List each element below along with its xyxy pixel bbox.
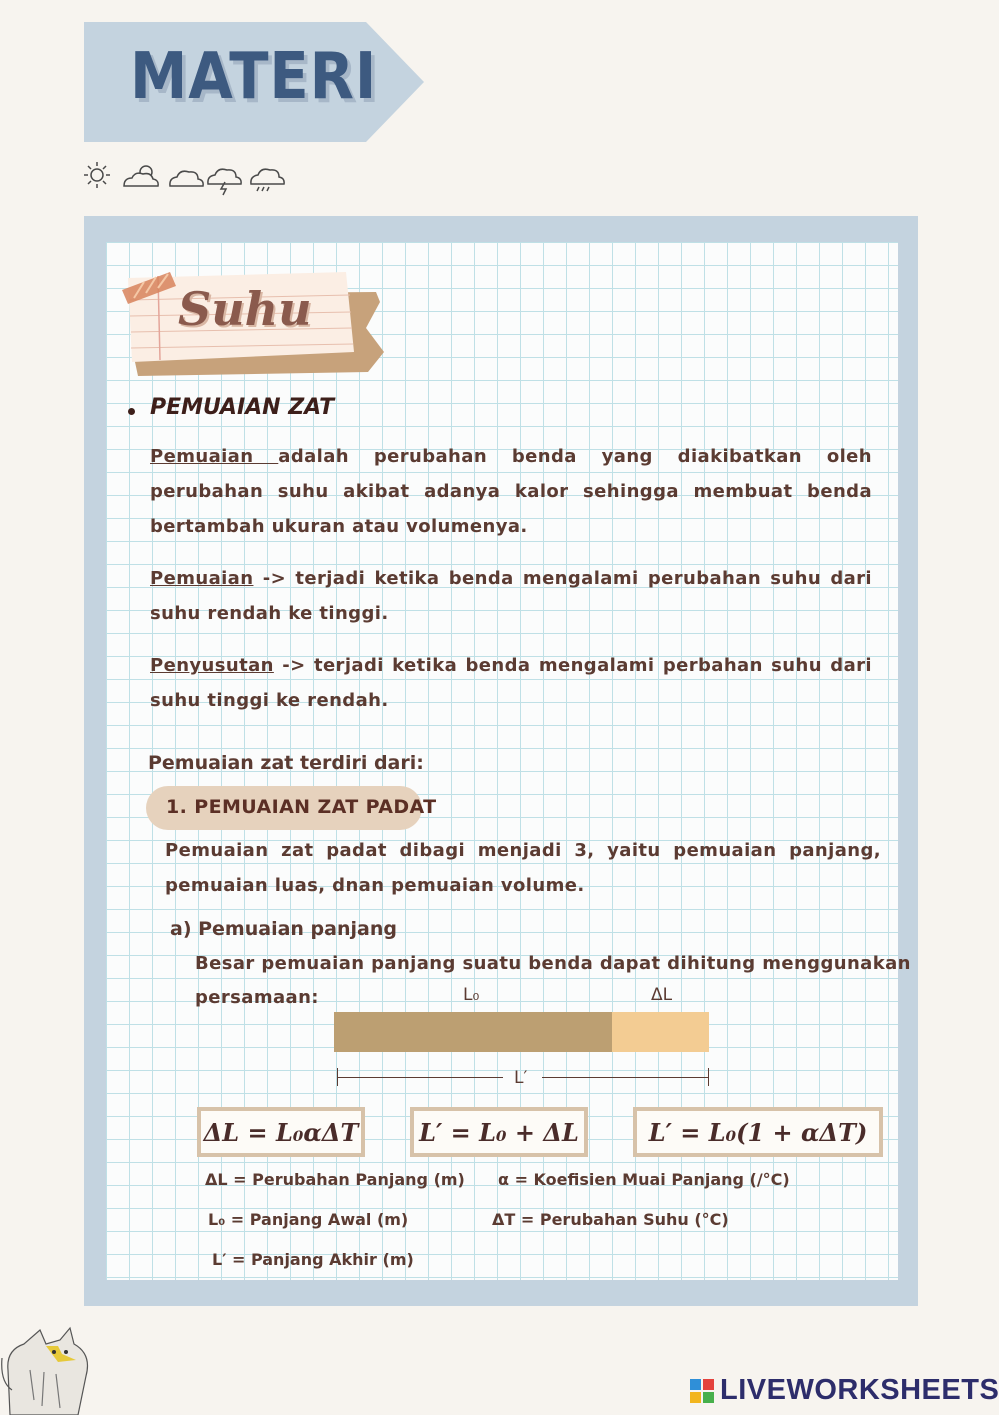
cat-illustration	[0, 1310, 110, 1415]
page-title: MATERI	[130, 40, 378, 114]
intro-text: Pemuaian zat terdiri dari:	[148, 752, 424, 774]
subsection-text: Pemuaian zat padat dibagi menjadi 3, yaitu pemuaian panjang, pemuaian luas, dnan pemuaian volume.	[165, 840, 881, 896]
rain-cloud-icon	[251, 169, 284, 191]
section-heading: PEMUAIAN ZAT	[150, 395, 335, 420]
weather-icons	[84, 160, 304, 196]
dim-line-left	[337, 1077, 503, 1078]
paragraph-pemuaian: Pemuaian -> terjadi ketika benda mengalami perubahan suhu dari suhu rendah ke tinggi.	[150, 568, 872, 624]
cloud-icon	[170, 171, 203, 186]
sub-a-text-1: Besar pemuaian panjang suatu benda dapat dihitung menggunakan	[195, 953, 911, 974]
liveworksheets-logo-icon	[690, 1379, 714, 1403]
legend-l-prime: L′ = Panjang Akhir (m)	[212, 1250, 414, 1269]
legend-delta-t: ΔT = Perubahan Suhu (°C)	[492, 1210, 729, 1229]
subsection-title: 1. PEMUAIAN ZAT PADAT	[166, 796, 437, 818]
legend-alpha: α = Koefisien Muai Panjang (/°C)	[498, 1170, 790, 1189]
sub-a-text-2: persamaan:	[195, 987, 319, 1008]
rod-original	[334, 1012, 612, 1052]
dim-tick-right	[708, 1068, 709, 1086]
formula-delta-l: ΔL = L₀αΔT	[197, 1107, 365, 1157]
sun-cloud-icon	[124, 166, 158, 186]
paragraph-penyusutan: Penyusutan -> terjadi ketika benda mengalami perbahan suhu dari suhu tinggi ke rendah.	[150, 655, 872, 711]
l0-label: L₀	[463, 985, 480, 1005]
term-pemuaian-2: Pemuaian	[150, 568, 254, 589]
paragraph-definition: Pemuaian adalah perubahan benda yang diakibatkan oleh perubahan suhu akibat adanya kalor sehingga membuat benda bertambah ukuran atau volumenya.	[150, 446, 872, 537]
term-pemuaian: Pemuaian	[150, 446, 279, 467]
footer-brand[interactable]	[690, 1374, 999, 1407]
bullet	[128, 408, 135, 415]
dim-line-right	[542, 1077, 708, 1078]
term-penyusutan: Penyusutan	[150, 655, 274, 676]
topic-title: Suhu	[178, 282, 312, 336]
sun-icon	[84, 162, 110, 188]
storm-cloud-icon	[208, 169, 241, 195]
footer-brand-text: LIVEWORKSHEETS	[720, 1374, 999, 1406]
formula-l-prime: L′ = L₀ + ΔL	[410, 1107, 588, 1157]
delta-l-label: ΔL	[651, 985, 673, 1005]
legend-l0: L₀ = Panjang Awal (m)	[208, 1210, 409, 1229]
sub-a-title: a) Pemuaian panjang	[170, 918, 397, 940]
legend-delta-l: ΔL = Perubahan Panjang (m)	[205, 1170, 465, 1189]
rod-expansion	[612, 1012, 709, 1052]
l-prime-label: L′	[514, 1068, 528, 1088]
formula-l-prime-full: L′ = L₀(1 + αΔT)	[633, 1107, 883, 1157]
